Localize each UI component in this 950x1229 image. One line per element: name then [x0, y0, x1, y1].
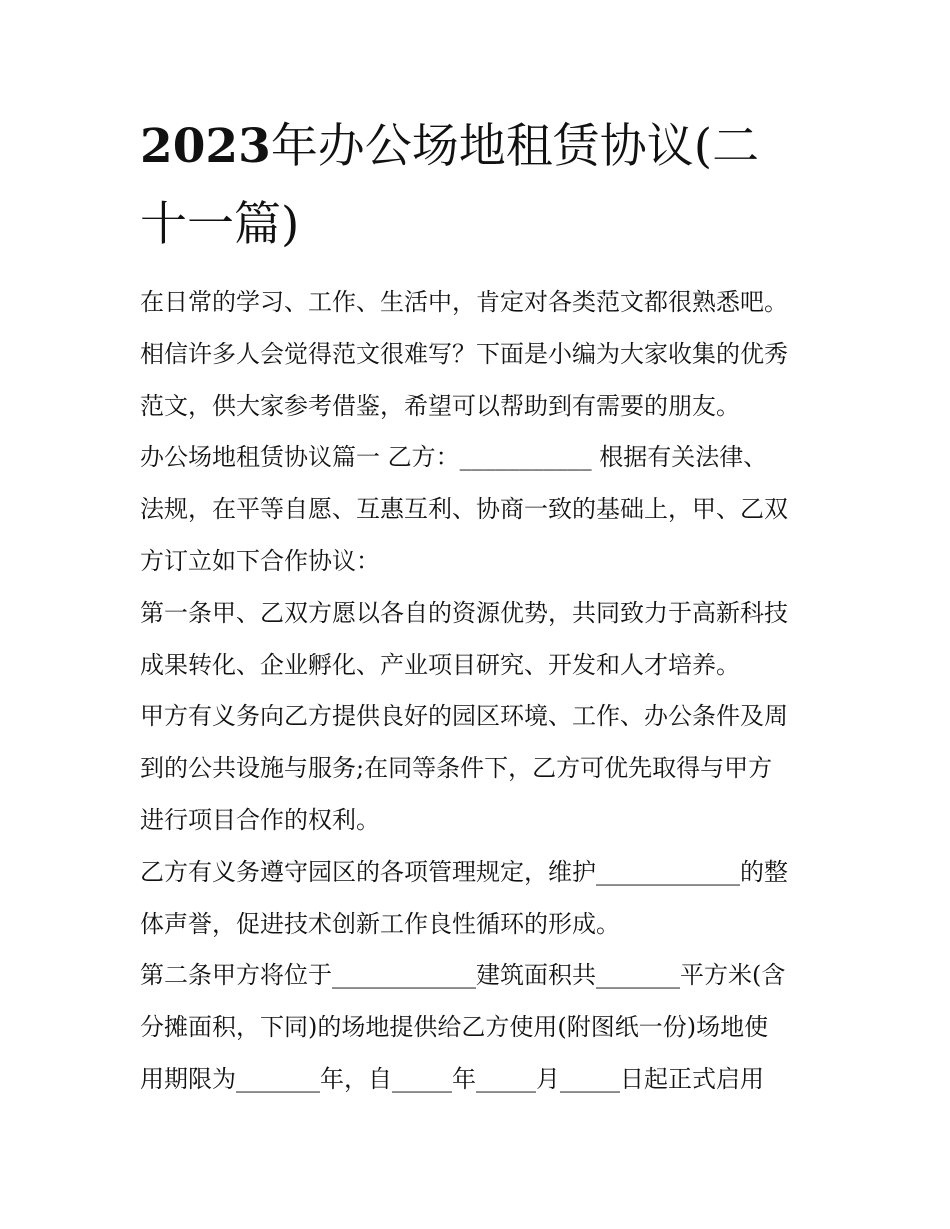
body-line: 成果转化、企业孵化、产业项目研究、开发和人才培养。	[140, 650, 740, 679]
body-line: 相信许多人会觉得范文很难写？下面是小编为大家收集的优秀	[140, 339, 788, 368]
body-line: 分摊面积，下同)的场地提供给乙方使用(附图纸一份)场地使	[140, 1013, 769, 1042]
body-line: 进行项目合作的权利。	[140, 805, 380, 834]
body-line: 体声誉，促进技术创新工作良性循环的形成。	[140, 909, 620, 938]
body-line: 方订立如下合作协议：	[140, 546, 380, 575]
body-line: 办公场地租赁协议篇一 乙方：___________ 根据有关法律、	[140, 443, 768, 472]
title-text-line2: 十一篇)	[140, 197, 300, 252]
body-line: 到的公共设施与服务;在同等条件下，乙方可优先取得与甲方	[140, 754, 773, 783]
body-line: 用期限为_______年，自_____年_____月_____日起正式启用	[140, 1064, 764, 1093]
body-line: 在日常的学习、工作、生活中，肯定对各类范文都很熟悉吧。	[140, 288, 788, 316]
body-line: 第二条甲方将位于____________建筑面积共_______平方米(含	[140, 961, 786, 990]
document-body	[140, 277, 830, 1106]
body-line: 法规，在平等自愿、互惠互利、协商一致的基础上，甲、乙双	[140, 495, 788, 524]
document-title	[140, 108, 820, 264]
title-year: 2023	[140, 119, 271, 174]
title-text: 年办公场地租赁协议(二	[270, 119, 760, 174]
body-line: 第一条甲、乙双方愿以各自的资源优势，共同致力于高新科技	[140, 598, 788, 627]
body-line: 乙方有义务遵守园区的各项管理规定，维护____________的整	[140, 857, 788, 886]
body-line: 范文，供大家参考借鉴，希望可以帮助到有需要的朋友。	[140, 391, 740, 420]
body-line: 甲方有义务向乙方提供良好的园区环境、工作、办公条件及周	[140, 702, 788, 731]
